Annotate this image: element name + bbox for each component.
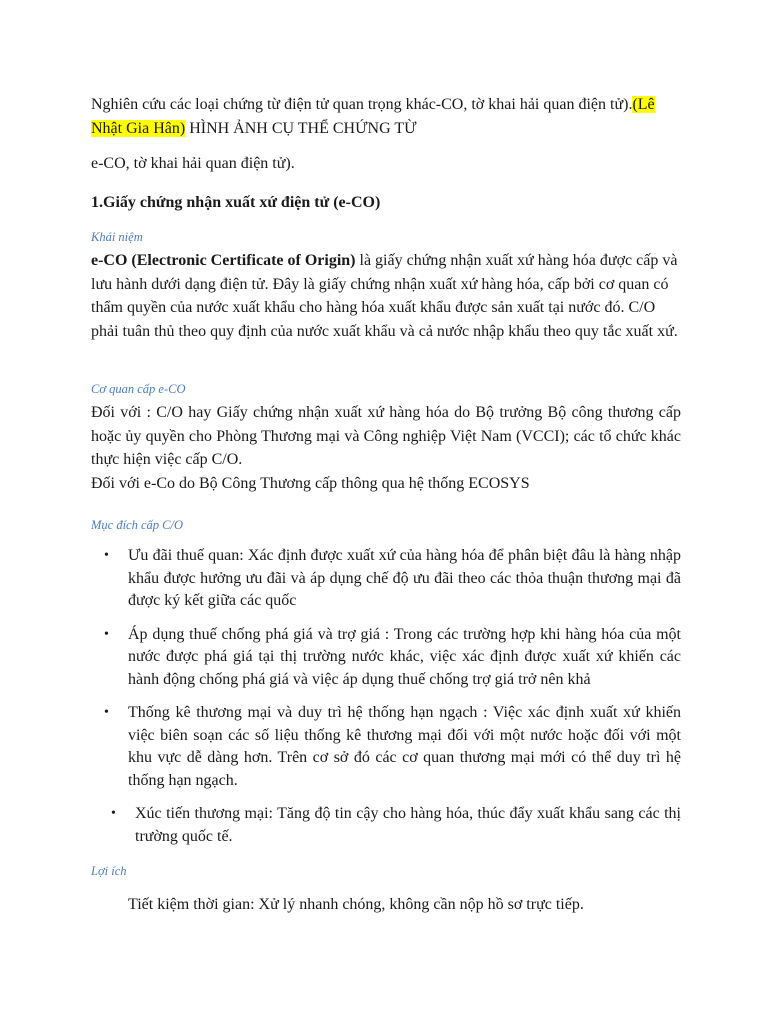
agency-subheading: Cơ quan cấp e-CO bbox=[91, 382, 186, 396]
bullet-icon: • bbox=[104, 705, 109, 720]
author-highlight: (Lê Nhật Gia Hân) bbox=[91, 96, 655, 137]
agency-paragraph-2: Đối với e-Co do Bộ Công Thương cấp thông qua hệ thống ECOSYS bbox=[91, 474, 530, 492]
bullet-icon: • bbox=[111, 806, 116, 821]
list-item bbox=[91, 702, 681, 792]
benefit-subheading: Lợi ích bbox=[91, 864, 127, 878]
bullet-icon: • bbox=[104, 548, 109, 563]
list-item-text: Xúc tiến thương mại: Tăng độ tin cậy cho hàng hóa, thúc đẩy xuất khẩu sang các thị trường quốc tế. bbox=[135, 805, 681, 845]
section-heading: 1.Giấy chứng nhận xuất xứ điện tử (e-CO) bbox=[91, 194, 381, 211]
list-item bbox=[91, 624, 681, 692]
benefit-text: Tiết kiệm thời gian: Xử lý nhanh chóng, không cần nộp hồ sơ trực tiếp. bbox=[128, 896, 584, 913]
agency-section bbox=[91, 401, 681, 495]
list-item-text: Thống kê thương mại và duy trì hệ thống hạn ngạch : Việc xác định xuất xứ khiến việc biên soạn các số liệu thống kê thương mại đối với một nước hoặc đối với một khu vực dễ dàng hơn. Trên cơ sở đó các cơ quan thương mại mới có thể duy trì hệ thống hạn ngạch. bbox=[128, 704, 681, 789]
purpose-subheading: Mục đích cấp C/O bbox=[91, 518, 183, 532]
intro-title: HÌNH ẢNH CỤ THỂ CHỨNG TỪ bbox=[185, 119, 417, 137]
list-item bbox=[91, 545, 681, 613]
bullet-icon: • bbox=[104, 626, 109, 642]
concept-subheading: Khái niệm bbox=[91, 230, 143, 244]
definition-paragraph bbox=[91, 249, 681, 343]
agency-paragraph-1: Đối với : C/O hay Giấy chứng nhận xuất xứ hàng hóa do Bộ trưởng Bộ công thương cấp hoặc ủy quyền cho Phòng Thương mại và Công nghiệp Việt Nam (VCCI); các tổ chức khác thực hiện việc cấp C/O. bbox=[91, 404, 681, 468]
purpose-list bbox=[91, 545, 681, 859]
definition-term: e-CO (Electronic Certificate of Origin) bbox=[91, 252, 356, 269]
intro-text: Nghiên cứu các loại chứng từ điện tử quan trọng khác-CO, tờ khai hải quan điện tử). bbox=[91, 96, 633, 113]
definition-text: là giấy chứng nhận xuất xứ hàng hóa được cấp và lưu hành dưới dạng điện tử. Đây là giấy chứng nhận xuất xứ hàng hóa, cấp bởi cơ quan có thẩm quyền của nước xuất khẩu cho hàng hóa xuất khẩu được sản xuất tại nước đó. C/O phải tuân thủ theo quy định của nước xuất khẩu và cả nước nhập khẩu theo quy tắc xuất xứ. bbox=[91, 252, 678, 340]
intro-paragraph bbox=[91, 93, 681, 140]
list-item bbox=[91, 803, 681, 848]
list-item-text: Ưu đãi thuế quan: Xác định được xuất xứ của hàng hóa để phân biệt đâu là hàng nhập khẩu được hưởng ưu đãi và áp dụng chế độ ưu đãi theo các thỏa thuận thương mại đã được ký kết giữa các quốc bbox=[128, 547, 681, 609]
intro-line-2: e-CO, tờ khai hải quan điện tử). bbox=[91, 155, 295, 172]
list-item-text: Áp dụng thuế chống phá giá và trợ giá : Trong các trường hợp khi hàng hóa của một nước được phá giá tại thị trường nước khác, việc xác định được xuất xứ khiến các hành động chống phá giá và việc áp dụng thuế chống trợ giá trở nên khả bbox=[128, 625, 681, 688]
